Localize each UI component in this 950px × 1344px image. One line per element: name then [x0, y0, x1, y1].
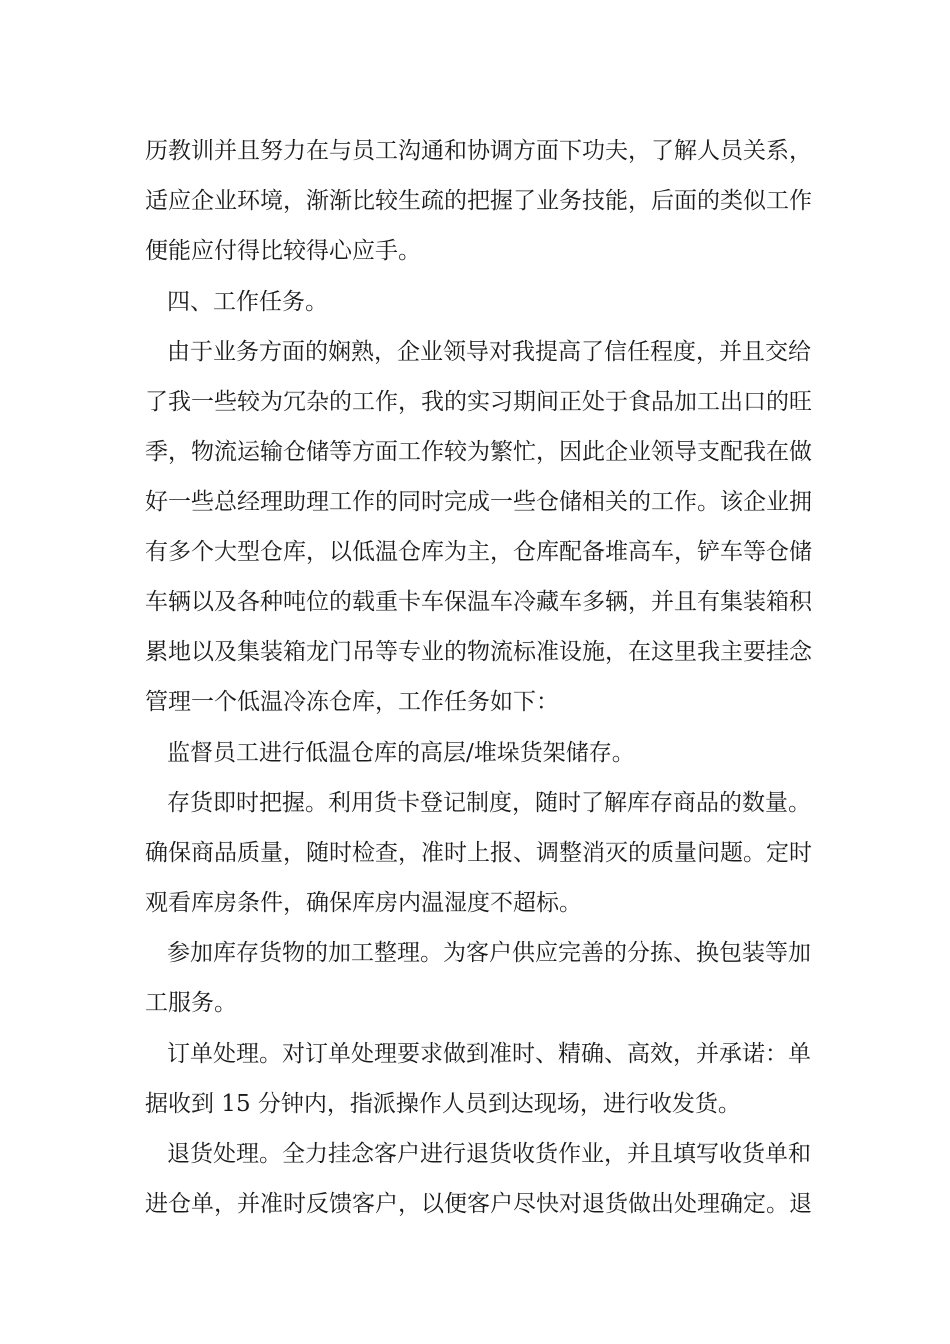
text-line: 季，物流运输仓储等方面工作较为繁忙，因此企业领导支配我在做 [145, 439, 812, 465]
text-line: 确保商品质量，随时检查，准时上报、调整消灭的质量问题。定时 [145, 840, 812, 866]
text-line: 历教训并且努力在与员工沟通和协调方面下功夫，了解人员关系， [145, 138, 812, 164]
text-line: 退货处理。全力挂念客户进行退货收货作业，并且填写收货单和 [167, 1141, 811, 1167]
text-line: 了我一些较为冗杂的工作，我的实习期间正处于食品加工出口的旺 [145, 389, 812, 415]
text-line: 存货即时把握。利用货卡登记制度，随时了解库存商品的数量。 [167, 790, 811, 816]
text-line: 有多个大型仓库，以低温仓库为主，仓库配备堆高车，铲车等仓储 [145, 539, 812, 565]
text-line: 管理一个低温冷冻仓库，工作任务如下： [145, 689, 559, 715]
text-line: 进仓单，并准时反馈客户，以便客户尽快对退货做出处理确定。退 [145, 1191, 812, 1217]
text-line: 由于业务方面的娴熟，企业领导对我提高了信任程度，并且交给 [167, 339, 811, 365]
text-line: 适应企业环境，渐渐比较生疏的把握了业务技能，后面的类似工作 [145, 188, 812, 214]
text-line: 工服务。 [145, 990, 237, 1016]
text-line: 便能应付得比较得心应手。 [145, 238, 421, 264]
text-line: 好一些总经理助理工作的同时完成一些仓储相关的工作。该企业拥 [145, 489, 812, 515]
text-line: 观看库房条件，确保库房内温湿度不超标。 [145, 890, 582, 916]
text-line: 累地以及集装箱龙门吊等专业的物流标准设施，在这里我主要挂念 [145, 639, 812, 665]
text-line: 参加库存货物的加工整理。为客户供应完善的分拣、换包装等加 [167, 940, 811, 966]
text-line: 订单处理。对订单处理要求做到准时、精确、高效，并承诺：单 [167, 1041, 811, 1067]
text-line: 车辆以及各种吨位的载重卡车保温车冷藏车多辆，并且有集装箱积 [145, 589, 812, 615]
text-line: 监督员工进行低温仓库的高层/堆垛货架储存。 [167, 740, 635, 766]
section-heading: 四、工作任务。 [167, 289, 328, 315]
text-line: 据收到 15 分钟内，指派操作人员到达现场，进行收发货。 [145, 1091, 741, 1117]
